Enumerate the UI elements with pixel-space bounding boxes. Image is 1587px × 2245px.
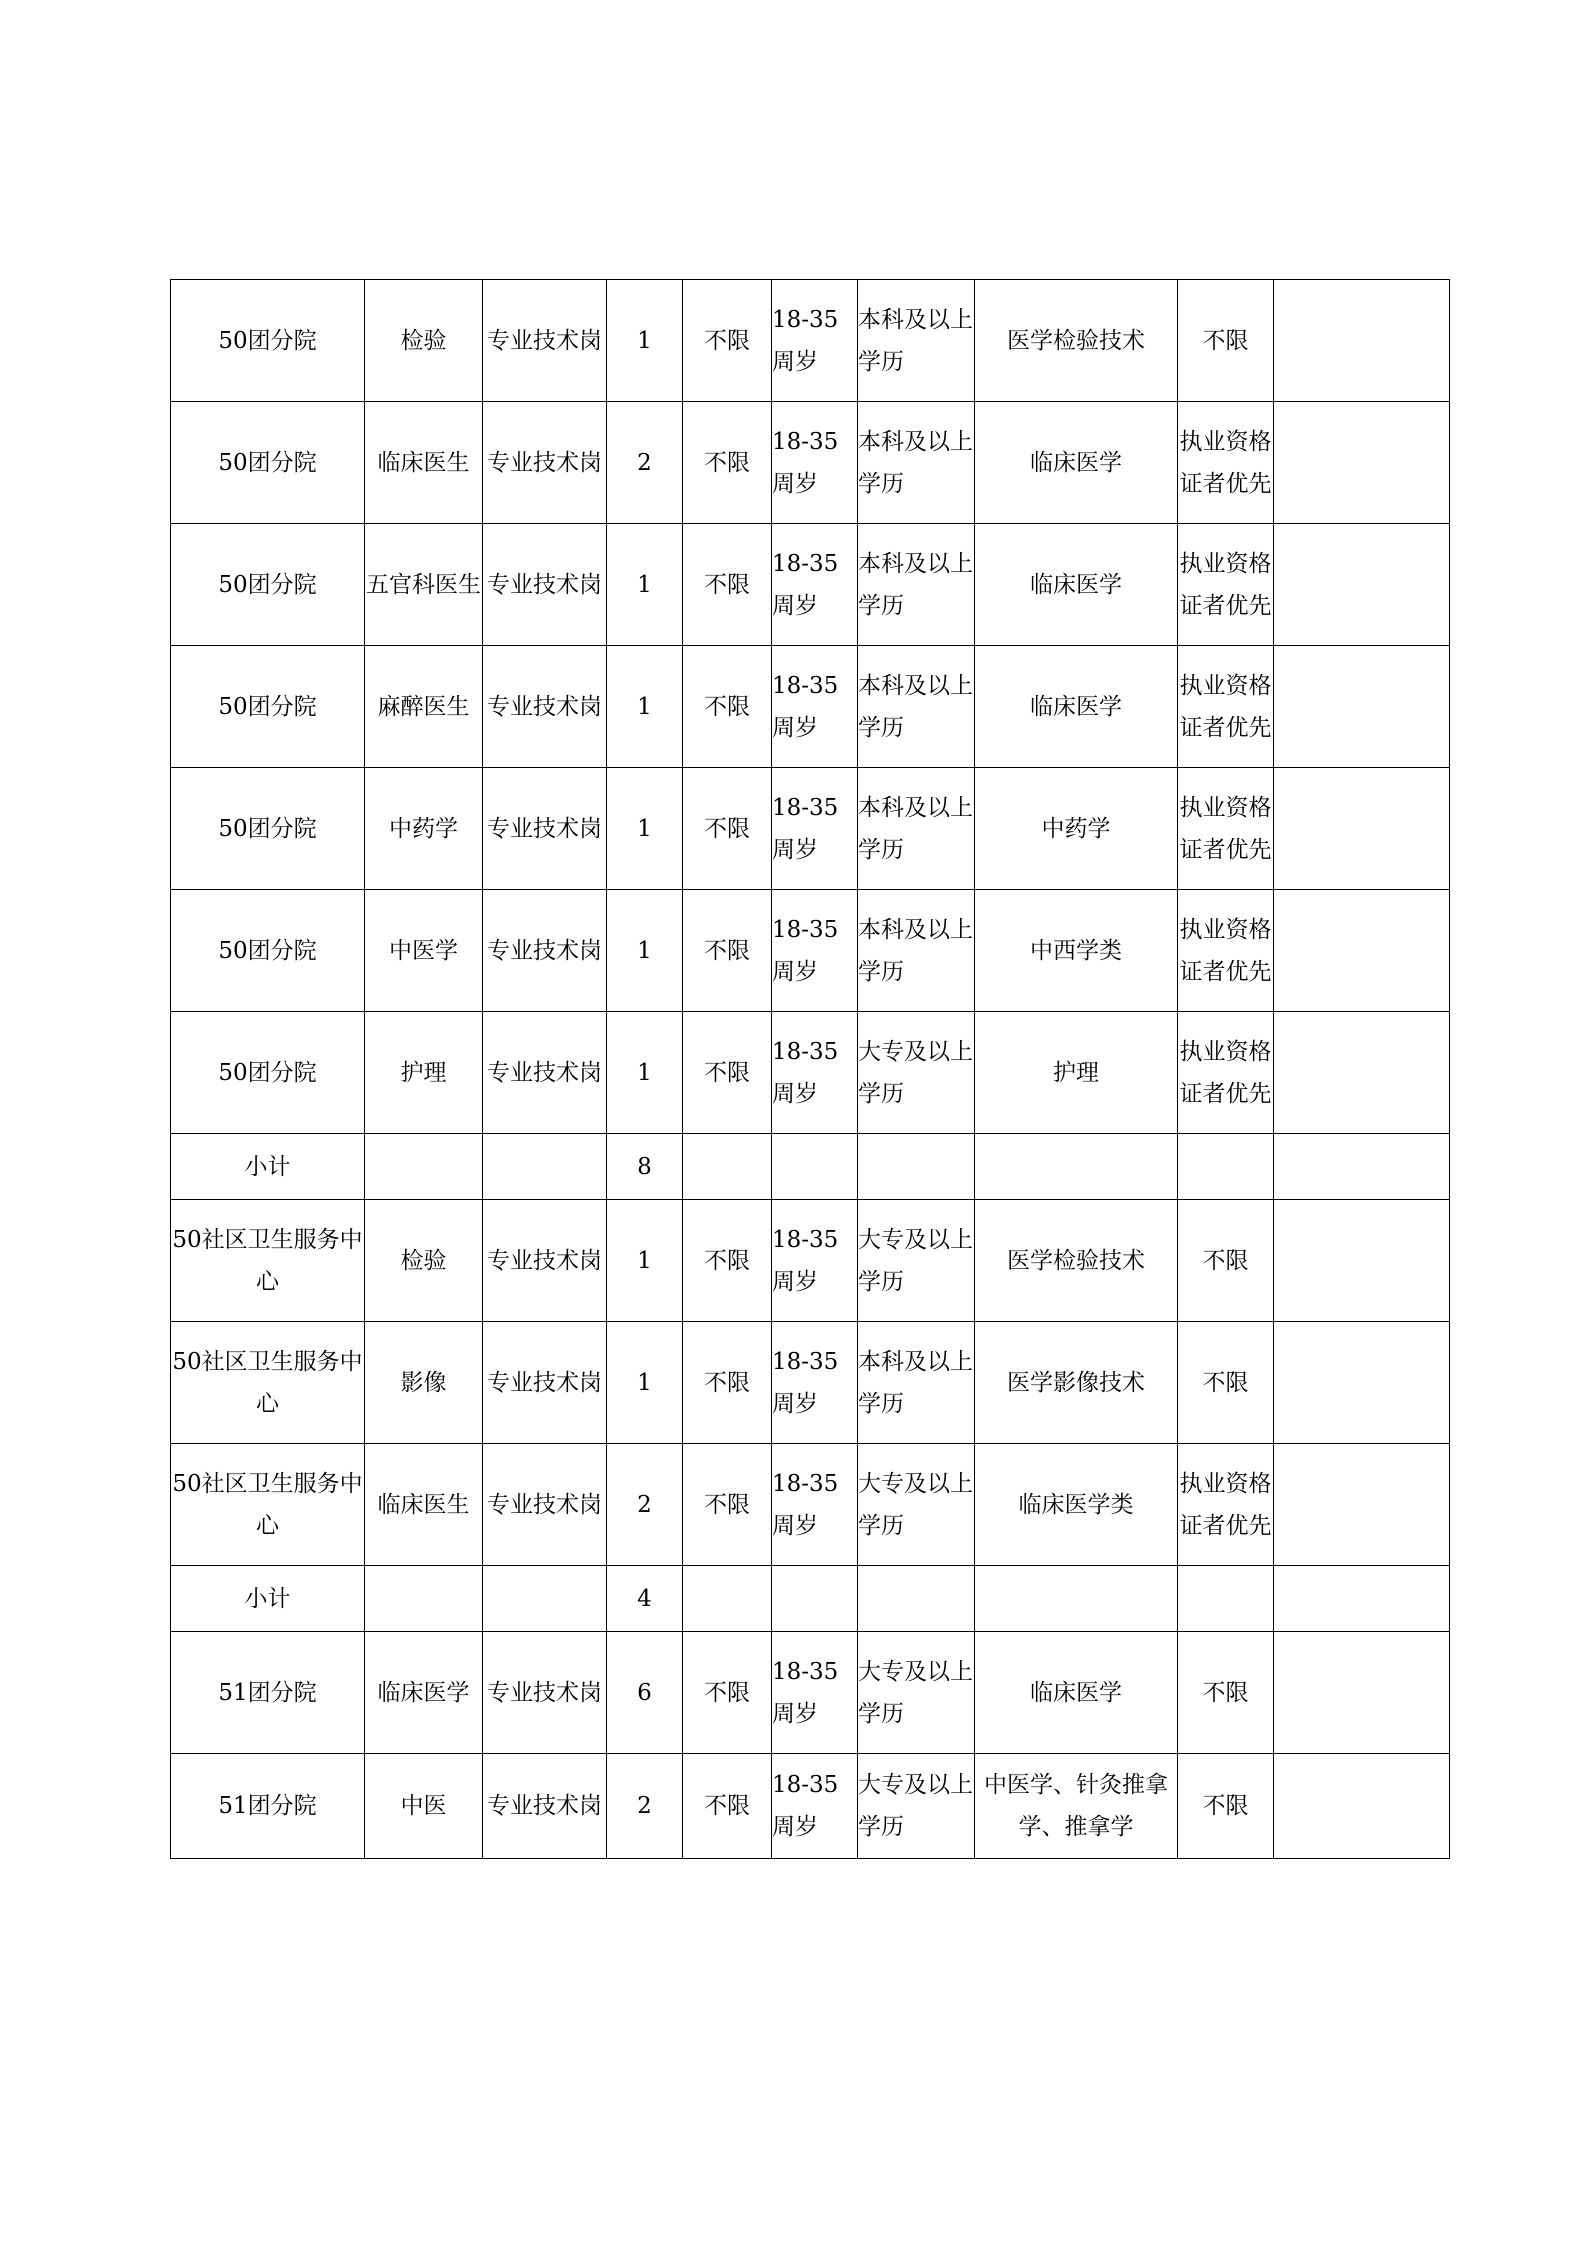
major-cell: 医学检验技术 xyxy=(975,1200,1178,1322)
post-type-cell: 专业技术岗 xyxy=(483,1632,607,1754)
age-cell: 18-35周岁 xyxy=(772,646,858,768)
education-cell xyxy=(858,1566,975,1632)
post-cell xyxy=(365,1566,483,1632)
post-type-cell: 专业技术岗 xyxy=(483,768,607,890)
requirement-cell: 不限 xyxy=(1178,280,1274,402)
count-cell: 1 xyxy=(607,646,683,768)
note-cell xyxy=(1274,646,1450,768)
age-cell: 18-35周岁 xyxy=(772,890,858,1012)
requirement-cell: 执业资格证者优先 xyxy=(1178,402,1274,524)
education-cell: 本科及以上学历 xyxy=(858,524,975,646)
major-cell: 中医学、针灸推拿学、推拿学 xyxy=(975,1754,1178,1859)
count-cell: 2 xyxy=(607,1444,683,1566)
major-cell: 临床医学 xyxy=(975,646,1178,768)
education-cell: 本科及以上学历 xyxy=(858,646,975,768)
requirement-cell: 执业资格证者优先 xyxy=(1178,646,1274,768)
unit-cell: 50社区卫生服务中心 xyxy=(171,1200,365,1322)
count-cell: 1 xyxy=(607,280,683,402)
recruitment-table xyxy=(170,279,1450,1859)
subtotal-row xyxy=(171,1566,1450,1632)
gender-cell: 不限 xyxy=(683,1754,772,1859)
education-cell: 本科及以上学历 xyxy=(858,1322,975,1444)
age-cell: 18-35周岁 xyxy=(772,402,858,524)
unit-cell: 小计 xyxy=(171,1566,365,1632)
age-cell: 18-35周岁 xyxy=(772,768,858,890)
post-type-cell: 专业技术岗 xyxy=(483,524,607,646)
table-row xyxy=(171,524,1450,646)
post-type-cell: 专业技术岗 xyxy=(483,280,607,402)
age-cell: 18-35周岁 xyxy=(772,1322,858,1444)
age-cell: 18-35周岁 xyxy=(772,1444,858,1566)
count-cell: 8 xyxy=(607,1134,683,1200)
major-cell: 医学检验技术 xyxy=(975,280,1178,402)
count-cell: 1 xyxy=(607,1012,683,1134)
requirement-cell: 执业资格证者优先 xyxy=(1178,524,1274,646)
major-cell: 中西学类 xyxy=(975,890,1178,1012)
requirement-cell: 不限 xyxy=(1178,1322,1274,1444)
age-cell: 18-35周岁 xyxy=(772,280,858,402)
subtotal-row xyxy=(171,1134,1450,1200)
post-type-cell: 专业技术岗 xyxy=(483,890,607,1012)
post-type-cell xyxy=(483,1566,607,1632)
major-cell: 临床医学 xyxy=(975,402,1178,524)
table-row xyxy=(171,1012,1450,1134)
gender-cell xyxy=(683,1566,772,1632)
age-cell: 18-35周岁 xyxy=(772,1012,858,1134)
age-cell xyxy=(772,1134,858,1200)
unit-cell: 51团分院 xyxy=(171,1632,365,1754)
post-type-cell: 专业技术岗 xyxy=(483,1200,607,1322)
note-cell xyxy=(1274,1322,1450,1444)
count-cell: 1 xyxy=(607,1322,683,1444)
unit-cell: 50团分院 xyxy=(171,890,365,1012)
education-cell: 大专及以上学历 xyxy=(858,1444,975,1566)
unit-cell: 50团分院 xyxy=(171,280,365,402)
education-cell: 本科及以上学历 xyxy=(858,890,975,1012)
post-cell: 临床医生 xyxy=(365,402,483,524)
post-type-cell: 专业技术岗 xyxy=(483,402,607,524)
age-cell: 18-35周岁 xyxy=(772,1200,858,1322)
post-type-cell: 专业技术岗 xyxy=(483,1754,607,1859)
note-cell xyxy=(1274,1632,1450,1754)
table-row xyxy=(171,1200,1450,1322)
major-cell: 临床医学类 xyxy=(975,1444,1178,1566)
count-cell: 2 xyxy=(607,1754,683,1859)
requirement-cell: 执业资格证者优先 xyxy=(1178,1444,1274,1566)
note-cell xyxy=(1274,768,1450,890)
gender-cell: 不限 xyxy=(683,280,772,402)
post-cell: 临床医生 xyxy=(365,1444,483,1566)
table-row xyxy=(171,402,1450,524)
table-row xyxy=(171,1632,1450,1754)
unit-cell: 50团分院 xyxy=(171,402,365,524)
table-row xyxy=(171,890,1450,1012)
unit-cell: 50社区卫生服务中心 xyxy=(171,1444,365,1566)
post-type-cell: 专业技术岗 xyxy=(483,1444,607,1566)
education-cell: 大专及以上学历 xyxy=(858,1754,975,1859)
education-cell: 大专及以上学历 xyxy=(858,1632,975,1754)
major-cell xyxy=(975,1134,1178,1200)
table-row xyxy=(171,646,1450,768)
count-cell: 2 xyxy=(607,402,683,524)
requirement-cell: 执业资格证者优先 xyxy=(1178,1012,1274,1134)
requirement-cell: 不限 xyxy=(1178,1754,1274,1859)
post-cell: 护理 xyxy=(365,1012,483,1134)
gender-cell: 不限 xyxy=(683,1012,772,1134)
gender-cell: 不限 xyxy=(683,646,772,768)
count-cell: 1 xyxy=(607,768,683,890)
gender-cell xyxy=(683,1134,772,1200)
gender-cell: 不限 xyxy=(683,524,772,646)
unit-cell: 50团分院 xyxy=(171,524,365,646)
age-cell xyxy=(772,1566,858,1632)
note-cell xyxy=(1274,1200,1450,1322)
unit-cell: 50社区卫生服务中心 xyxy=(171,1322,365,1444)
age-cell: 18-35周岁 xyxy=(772,1632,858,1754)
gender-cell: 不限 xyxy=(683,402,772,524)
education-cell: 大专及以上学历 xyxy=(858,1200,975,1322)
note-cell xyxy=(1274,1444,1450,1566)
education-cell: 本科及以上学历 xyxy=(858,280,975,402)
age-cell: 18-35周岁 xyxy=(772,1754,858,1859)
post-cell: 检验 xyxy=(365,1200,483,1322)
count-cell: 4 xyxy=(607,1566,683,1632)
post-cell: 中医学 xyxy=(365,890,483,1012)
note-cell xyxy=(1274,890,1450,1012)
major-cell: 中药学 xyxy=(975,768,1178,890)
requirement-cell xyxy=(1178,1134,1274,1200)
post-type-cell: 专业技术岗 xyxy=(483,1322,607,1444)
requirement-cell xyxy=(1178,1566,1274,1632)
post-cell: 五官科医生 xyxy=(365,524,483,646)
requirement-cell: 不限 xyxy=(1178,1632,1274,1754)
note-cell xyxy=(1274,1012,1450,1134)
count-cell: 1 xyxy=(607,890,683,1012)
gender-cell: 不限 xyxy=(683,1444,772,1566)
education-cell: 本科及以上学历 xyxy=(858,768,975,890)
count-cell: 1 xyxy=(607,524,683,646)
gender-cell: 不限 xyxy=(683,890,772,1012)
post-cell: 影像 xyxy=(365,1322,483,1444)
unit-cell: 50团分院 xyxy=(171,1012,365,1134)
unit-cell: 50团分院 xyxy=(171,646,365,768)
table-row xyxy=(171,1444,1450,1566)
post-type-cell xyxy=(483,1134,607,1200)
gender-cell: 不限 xyxy=(683,768,772,890)
post-cell: 麻醉医生 xyxy=(365,646,483,768)
post-type-cell: 专业技术岗 xyxy=(483,646,607,768)
post-cell: 临床医学 xyxy=(365,1632,483,1754)
education-cell: 本科及以上学历 xyxy=(858,402,975,524)
post-cell: 检验 xyxy=(365,280,483,402)
requirement-cell: 不限 xyxy=(1178,1200,1274,1322)
gender-cell: 不限 xyxy=(683,1200,772,1322)
requirement-cell: 执业资格证者优先 xyxy=(1178,768,1274,890)
major-cell: 临床医学 xyxy=(975,524,1178,646)
major-cell: 医学影像技术 xyxy=(975,1322,1178,1444)
note-cell xyxy=(1274,1566,1450,1632)
post-cell xyxy=(365,1134,483,1200)
requirement-cell: 执业资格证者优先 xyxy=(1178,890,1274,1012)
table-row xyxy=(171,1322,1450,1444)
unit-cell: 小计 xyxy=(171,1134,365,1200)
major-cell: 护理 xyxy=(975,1012,1178,1134)
age-cell: 18-35周岁 xyxy=(772,524,858,646)
note-cell xyxy=(1274,1134,1450,1200)
education-cell xyxy=(858,1134,975,1200)
table-row xyxy=(171,768,1450,890)
note-cell xyxy=(1274,280,1450,402)
post-type-cell: 专业技术岗 xyxy=(483,1012,607,1134)
education-cell: 大专及以上学历 xyxy=(858,1012,975,1134)
gender-cell: 不限 xyxy=(683,1322,772,1444)
table-body xyxy=(171,280,1450,1859)
gender-cell: 不限 xyxy=(683,1632,772,1754)
unit-cell: 50团分院 xyxy=(171,768,365,890)
unit-cell: 51团分院 xyxy=(171,1754,365,1859)
note-cell xyxy=(1274,1754,1450,1859)
table-row xyxy=(171,1754,1450,1859)
post-cell: 中医 xyxy=(365,1754,483,1859)
table-row xyxy=(171,280,1450,402)
count-cell: 1 xyxy=(607,1200,683,1322)
note-cell xyxy=(1274,402,1450,524)
count-cell: 6 xyxy=(607,1632,683,1754)
post-cell: 中药学 xyxy=(365,768,483,890)
major-cell xyxy=(975,1566,1178,1632)
major-cell: 临床医学 xyxy=(975,1632,1178,1754)
note-cell xyxy=(1274,524,1450,646)
